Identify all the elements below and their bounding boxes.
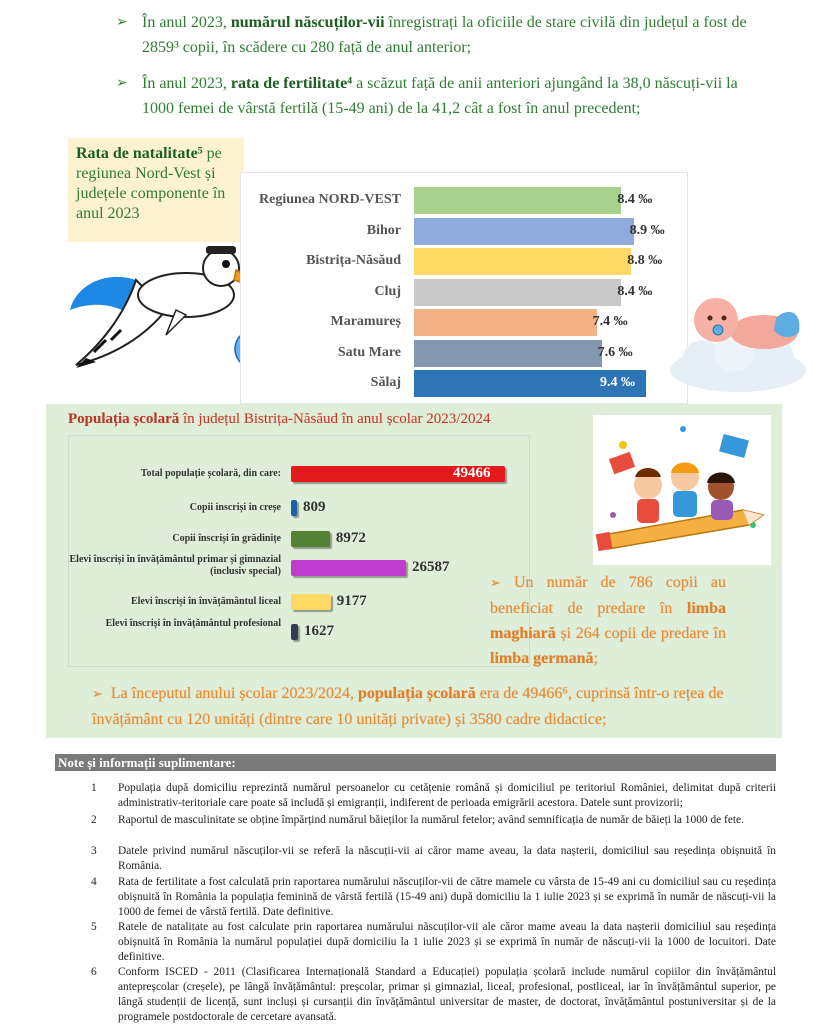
school-category-label: Elevi înscriși în învățământul profesional — [105, 618, 281, 629]
natality-category-label: Cluj — [374, 283, 401, 299]
school-category-label: Elevi înscriși în învățământul liceal — [130, 596, 281, 607]
school-population-chart — [68, 435, 530, 667]
note-item: 1 Populația după domiciliu reprezintă numărul persoanelor cu cetățenie română și domiciliul pe teritoriul României, delimitat după criterii administrativ-teritoriale care poate să includă și emigranții, indiferent de perioada emigrării acestora. Datele sunt provizorii; — [91, 782, 776, 809]
school-value-label: 9177 — [336, 593, 367, 609]
natality-category-label: Regiunea NORD-VEST — [259, 192, 401, 207]
natality-value-label: 8.4 ‰ — [617, 283, 653, 299]
natality-value-label: 8.9 ‰ — [629, 222, 665, 238]
note-item: 4 Rata de fertilitate a fost calculată prin raportarea numărului născuților-vii de către mamele cu vârsta de 15-49 ani cu domiciliul sau cu reședința obișnuită în România la populația feminină de vârstă fertilă (15-49 ani) după domiciliu la 1 iulie 2023 și se exprimă în număr de născuți-vii la 1000 de femei de vârstă fertilă. Date definitive. — [91, 876, 776, 918]
natality-category-label: Sălaj — [370, 375, 401, 390]
note-item: 6 Conform ISCED - 2011 (Clasificarea Internațională Standard a Educației) populația școlară include numărul copiilor din învățământul antepreșcolar (creșele), pe lângă învățământul: preșcolar, primar și gimnazial, liceal, profesional, postliceal, iar în învățământul superior, pe lângă studenții de licență, sunt incluși și cursanții din învățământul universitar de master, de doctorat, învățământul postuniversitar și de la programele postdoctorale de cercetare avansată. — [91, 966, 776, 1023]
natality-category-label: Satu Mare — [337, 344, 401, 360]
natality-bar — [414, 248, 631, 275]
note-item: 3 Datele privind numărul născuților-vii se referă la născuții-vii ai căror mame aveau, la data nașterii, domiciliul sau reședința obișnuită în România. — [91, 845, 776, 872]
natality-bar — [414, 218, 634, 245]
school-value-label: 1627 — [304, 623, 335, 639]
school-bar — [291, 500, 297, 516]
note-item: 5 Ratele de natalitate au fost calculate prin raportarea numărului născuților-vii ale căror mame aveau la data nașterii domiciliul sau reședința obișnuită în România la numărul populației după domiciliu la 1 iulie 2023 și se exprimă în număr de născuți-vii la 1000 de locuitori. Date definitive. — [91, 921, 776, 963]
arrow-bullet-icon: ➢ — [116, 75, 128, 91]
natality-category-label: Bistrița-Năsăud — [306, 253, 401, 268]
school-value-label: 809 — [303, 499, 326, 515]
baby-cloud-illustration — [664, 292, 812, 402]
natality-title-box: Rata de natalitate⁵ pe regiunea Nord-Vest și județele componente în anul 2023 — [68, 138, 244, 242]
school-value-label: 49466 — [453, 465, 491, 481]
school-bar — [291, 624, 298, 640]
school-population-note: ➢ La începutul anului școlar 2023/2024, populația școlară era de 49466⁶, cuprinsă într-o rețea de învățământ cu 120 unități (dintre care 10 unități private) și 3580 cadre didactice; — [92, 685, 724, 728]
school-bar — [291, 594, 331, 610]
arrow-bullet-icon: ➢ — [92, 687, 103, 702]
natality-value-label: 9.4 ‰ — [600, 375, 635, 390]
note-item: 2 Raportul de masculinitate se obține împărțind numărul băieților la numărul fetelor; având semnificația de număr de băieți la 1000 de fete. — [91, 814, 744, 826]
natality-bar — [414, 340, 602, 367]
bullet-births: ➢ În anul 2023, numărul născuților-vii înregistrați la oficiile de stare civilă din județul a fost de 2859³ copii, în scădere cu 280 față de anul anterior; — [116, 10, 756, 60]
natality-value-label: 8.8 ‰ — [627, 253, 663, 268]
arrow-bullet-icon: ➢ — [116, 14, 128, 30]
natality-category-label: Maramureș — [330, 314, 401, 329]
kids-pencil-illustration — [593, 415, 771, 565]
natality-category-label: Bihor — [366, 222, 401, 238]
natality-value-label: 7.6 ‰ — [597, 344, 633, 360]
school-value-label: 8972 — [335, 530, 366, 546]
school-bar — [291, 531, 330, 547]
school-category-label: Copii înscriși în grădinițe — [172, 533, 281, 544]
arrow-bullet-icon: ➢ — [490, 576, 501, 591]
natality-chart — [240, 172, 688, 404]
natality-value-label: 8.4 ‰ — [617, 192, 653, 207]
school-category-label: Total populație școlară, din care: — [140, 468, 281, 479]
school-value-label: 26587 — [412, 559, 450, 575]
natality-bar — [414, 187, 621, 214]
school-category-label: Elevi înscriși în învățământul primar și gimnazial (inclusiv special) — [69, 554, 281, 577]
notes-header: Note și informații suplimentare: — [55, 754, 776, 771]
school-bar — [291, 560, 406, 576]
school-section-title: Populația școlară în județul Bistrița-Năsăud în anul școlar 2023/2024 — [68, 411, 491, 427]
natality-bar — [414, 279, 621, 306]
bullet-fertility: ➢ În anul 2023, rata de fertilitate⁴ a scăzut față de anii anteriori ajungând la 38,0 născuți-vii la 1000 femei de vârstă fertilă (15-49 ani) de la 41,2 cât a fost în anul precedent; — [116, 71, 756, 121]
school-category-label: Copii inscriși in creșe — [189, 502, 281, 513]
natality-bar — [414, 309, 597, 336]
natality-value-label: 7.4 ‰ — [592, 314, 628, 329]
language-instruction-note: ➢ Un număr de 786 copii au beneficiat de predare în limba maghiară și 264 copii de predare în limba germană; — [490, 574, 726, 667]
